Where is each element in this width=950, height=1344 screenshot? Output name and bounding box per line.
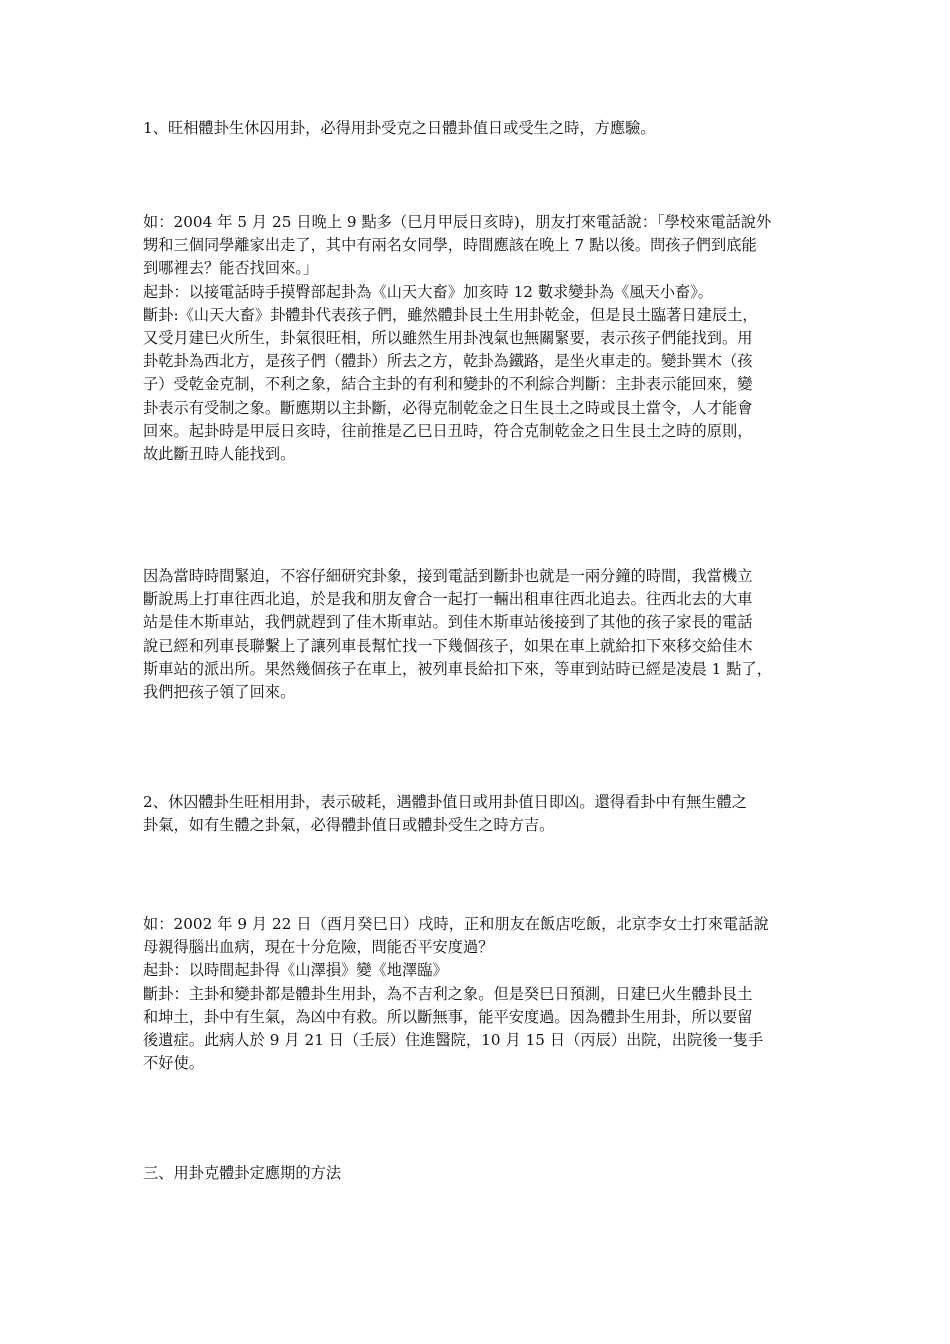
text-line: 說已經和列車長聯繫上了讓列車長幫忙找一下幾個孩子，如果在車上就給扣下來移交給佳木 [143,636,753,655]
paragraph-rule-2 [143,791,813,837]
text-line: 回來。起卦時是甲辰日亥時，往前推是乙巳日丑時，符合克制乾金之日生艮土之時的原則， [143,421,753,440]
text-line: 斷卦:《山天大畜》卦體卦代表孩子們，雖然體卦艮土生用卦乾金，但是艮土臨著日建辰土， [143,305,758,324]
example-2 [143,913,813,1075]
text-line: 起卦：以時間起卦得《山澤損》變《地澤臨》 [143,961,448,980]
example-1-continued [143,565,813,704]
text-line: 2、休囚體卦生旺相用卦，表示破耗，遇體卦值日或用卦值日即凶。還得看卦中有無生體之 [143,793,747,811]
text-line: 如：2002 年 9 月 22 日（酉月癸巳日）戌時，正和朋友在飯店吃飯，北京李女士打來電話說 [143,915,769,933]
section-heading-3 [143,1162,813,1185]
text-line: 如：2004 年 5 月 25 日晚上 9 點多（巳月甲辰日亥時)，朋友打來電話說：「學校來電話說外 [143,213,772,231]
text-line: 故此斷丑時人能找到。 [143,445,296,464]
text-line: 斷說馬上打車往西北追，於是我和朋友會合一起打一輛出租車往西北追去。往西北去的大車 [143,590,753,609]
text-line: 甥和三個同學離家出走了，其中有兩名女同學，時間應該在晚上 7 點以後。問孩子們到底能 [143,236,757,255]
text-line: 又受月建巳火所生，卦氣很旺相，所以雖然生用卦洩氣也無關緊要，表示孩子們能找到。用 [143,329,753,348]
example-1 [143,211,813,466]
text-line: 子）受乾金克制，不利之象，結合主卦的有利和變卦的不利綜合判斷：主卦表示能回來，變 [143,375,753,394]
paragraph-rule-1 [143,117,813,140]
text-line: 斷卦：主卦和變卦都是體卦生用卦，為不吉利之象。但是癸巳日預測，日建巳火生體卦艮土 [143,984,753,1003]
text-line: 和坤土，卦中有生氣，為凶中有救。所以斷無事，能平安度過。因為體卦生用卦，所以要留 [143,1007,753,1026]
text-line: 因為當時時間緊迫，不容仔細研究卦象，接到電話到斷卦也就是一兩分鐘的時間，我當機立 [143,567,753,585]
text-line: 1、旺相體卦生休囚用卦，必得用卦受克之日體卦值日或受生之時，方應驗。 [143,119,656,137]
text-line: 卦表示有受制之象。斷應期以主卦斷，必得克制乾金之日生艮土之時或艮土當令，人才能會 [143,398,753,417]
text-line: 斯車站的派出所。果然幾個孩子在車上，被列車長給扣下來，等車到站時已經是凌晨 1 點了， [143,659,772,678]
text-line: 卦乾卦為西北方，是孩子們（體卦）所去之方，乾卦為鐵路，是坐火車走的。變卦巽木（孩 [143,352,753,371]
text-line: 卦氣，如有生體之卦氣，必得體卦值日或體卦受生之時方吉。 [143,816,555,835]
text-line: 後遺症。此病人於 9 月 21 日（壬辰）住進醫院，10 月 15 日（丙辰）出院，出院後一隻手 [143,1031,764,1050]
text-line: 母親得腦出血病，現在十分危險，問能否平安度過？ [143,938,494,957]
text-line: 站是佳木斯車站，我們就趕到了佳木斯車站。到佳木斯車站後接到了其他的孩子家長的電話 [143,613,753,632]
text-line: 到哪裡去？能否找回來。」 [143,259,319,278]
text-line: 不好使。 [143,1054,204,1073]
section-heading-text: 三、用卦克體卦定應期的方法 [143,1164,342,1182]
text-line: 起卦：以接電話時手摸臀部起卦為《山天大畜》加亥時 12 數求變卦為《風天小畜》。 [143,282,714,301]
text-line: 我們把孩子領了回來。 [143,683,296,702]
